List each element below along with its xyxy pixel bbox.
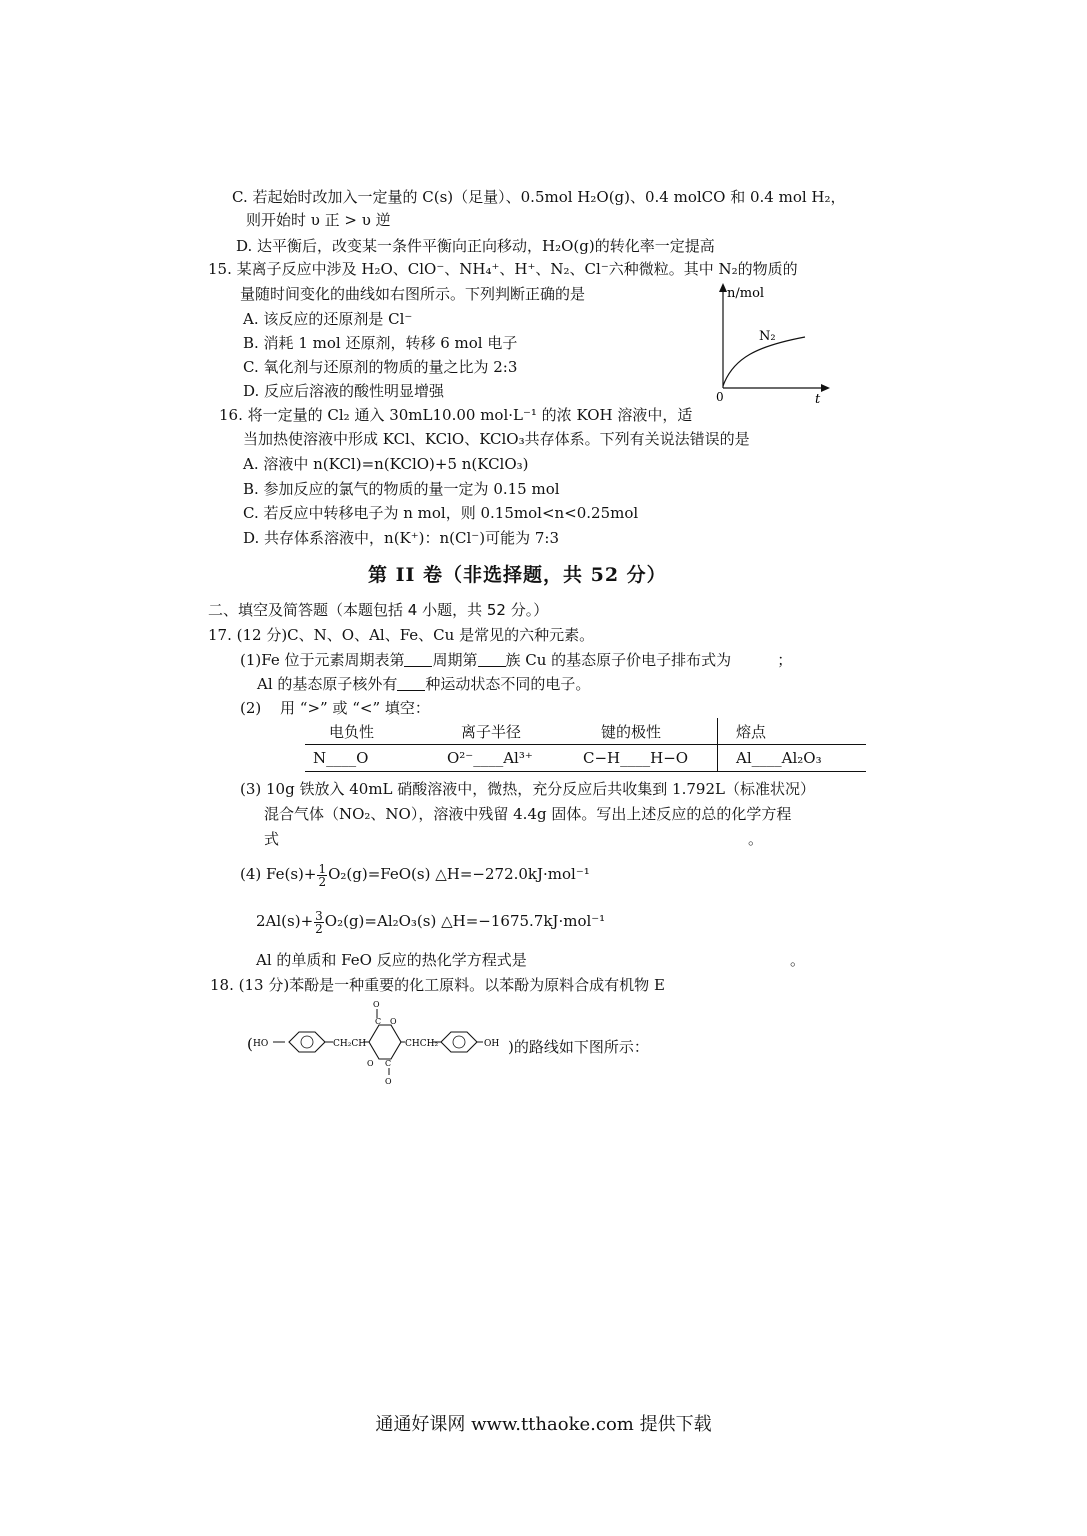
benzene-ring-right (441, 1032, 477, 1052)
q18-stem: 18. (13 分)苯酚是一种重要的化工原料。以苯酚为原料合成有机物 E (210, 976, 665, 994)
q17-blank-period[interactable] (404, 652, 432, 667)
graph-y-label: n/mol (727, 286, 765, 301)
eq1-numerator: 1 (318, 861, 327, 876)
struct-c-top: C (375, 1017, 382, 1026)
table-cell-bond-polarity[interactable]: C−H____H−O (583, 749, 689, 767)
q15-stem-line2: 量随时间变化的曲线如右图所示。下列判断正确的是 (240, 285, 586, 303)
q17-part2 (240, 698, 430, 718)
graph-y-arrow (719, 283, 727, 292)
table-header-row (305, 718, 866, 745)
struct-open-paren: ( (247, 1035, 253, 1053)
table-row (305, 745, 866, 772)
lactone-ring (369, 1025, 401, 1059)
q14-option-c-line1: C. 若起始时改加入一定量的 C(s)（足量）、0.5mol H₂O(g)、0.4 molCO 和 0.4 mol H₂， (232, 188, 846, 206)
n2-curve (723, 337, 805, 386)
eq2-right: O₂(g)=Al₂O₃(s) △H=−1675.7kJ·mol⁻¹ (324, 912, 606, 930)
q15-option-c: C. 氧化剂与还原剂的物质的量之比为 2:3 (243, 358, 518, 376)
q17-p4-label: (4) (240, 865, 262, 883)
table-cell-ionic-radius[interactable]: O²⁻____Al³⁺ (447, 749, 533, 767)
q17-part3-end: 。 (748, 830, 764, 848)
part-2-heading: 二、填空及简答题（本题包括 4 小题，共 52 分。） (208, 601, 549, 619)
q15-option-a: A. 该反应的还原剂是 Cl⁻ (243, 310, 413, 328)
q17-part1-line1 (240, 650, 792, 670)
eq1-denominator: 2 (318, 874, 327, 889)
eq2-fraction (314, 910, 324, 935)
struct-chch2-right: CHCH₂ (405, 1039, 439, 1049)
graph-x-label: t (815, 392, 821, 405)
q17-part4-eq1 (240, 861, 590, 888)
q16-stem-line2: 当加热使溶液中形成 KCl、KClO、KClO₃共存体系。下列有关说法错误的是 (243, 430, 750, 448)
q17-p1-line2-b: 种运动状态不同的电子。 (425, 675, 591, 693)
benzene-ring-left (289, 1032, 325, 1052)
eq2-left: 2Al(s)+ (256, 912, 314, 930)
eq2-numerator: 3 (315, 908, 323, 923)
struct-o-bottom: O (367, 1059, 374, 1068)
table-header-bond-polarity: 键的极性 (601, 722, 662, 741)
table-cell-melting-point[interactable]: Al____Al₂O₃ (718, 745, 867, 772)
table-cell-electronegativity[interactable]: N____O (313, 749, 369, 767)
q17-blank-al-electrons[interactable] (397, 676, 425, 691)
graph-curve-label: N₂ (759, 329, 776, 344)
q17-part3-line3: 式 (264, 830, 280, 848)
q18-stem-tail: )的路线如下图所示： (508, 1038, 649, 1056)
eq2-denominator: 2 (315, 921, 323, 936)
ring-right-circle (453, 1036, 465, 1048)
struct-oh: OH (484, 1039, 500, 1049)
q17-p1-text-c: 族 Cu 的基态原子价电子排布式为 (505, 651, 732, 669)
q17-p2-text: 用 “>” 或 “<” 填空： (280, 699, 430, 717)
section-2-title: 第 II 卷（非选择题，共 52 分） (368, 564, 667, 586)
n2-amount-graph (705, 280, 835, 405)
struct-ho: HO (253, 1039, 269, 1049)
q14-option-d: D. 达平衡后，改变某一条件平衡向正向移动，H₂O(g)的转化率一定提高 (236, 237, 715, 255)
q17-p1-line2-a: Al 的基态原子核外有 (257, 675, 398, 693)
q16-stem-line1: 16. 将一定量的 Cl₂ 通入 30mL10.00 mol·L⁻¹ 的浓 KOH 溶液中，适 (219, 406, 693, 424)
q16-option-d: D. 共存体系溶液中，n(K⁺)：n(Cl⁻)可能为 7:3 (243, 529, 559, 547)
q17-part4-end: 。 (790, 951, 806, 969)
q15-option-d: D. 反应后溶液的酸性明显增强 (243, 382, 445, 400)
table-header-melting-point: 熔点 (718, 718, 867, 745)
comparison-table (305, 718, 866, 772)
q16-option-a: A. 溶液中 n(KCl)=n(KClO)+5 n(KClO₃) (243, 455, 529, 473)
table-header-electronegativity: 电负性 (329, 722, 375, 741)
q17-blank-cu-config[interactable] (731, 653, 777, 667)
eq1-left: Fe(s)+ (266, 865, 317, 883)
page-footer: 通通好课网 www.tthaoke.com 提供下载 (375, 1414, 712, 1435)
q16-option-c: C. 若反应中转移电子为 n mol，则 0.15mol<n<0.25mol (243, 504, 639, 522)
q17-part3-line1: (3) 10g 铁放入 40mL 硝酸溶液中，微热，充分反应后共收集到 1.792L（标准状况） (240, 780, 815, 798)
struct-o-carbonyl-bottom: O (385, 1077, 392, 1086)
q17-blank-group[interactable] (478, 652, 506, 667)
struct-c-bottom: C (385, 1059, 392, 1068)
q17-p1-text-a: (1)Fe 位于元素周期表第 (240, 651, 405, 669)
q17-part1-line2 (257, 674, 590, 694)
compound-e-structure (245, 995, 510, 1087)
ring-left-circle (301, 1036, 313, 1048)
q17-p1-end: ； (777, 651, 793, 669)
q15-stem-line1: 15. 某离子反应中涉及 H₂O、ClO⁻、NH₄⁺、H⁺、N₂、Cl⁻六种微粒。其中 N₂的物质的 (208, 260, 798, 278)
q17-stem: 17. (12 分)C、N、O、Al、Fe、Cu 是常见的六种元素。 (208, 626, 595, 644)
q17-part3-line2: 混合气体（NO₂、NO），溶液中残留 4.4g 固体。写出上述反应的总的化学方程 (264, 805, 792, 823)
q16-option-b: B. 参加反应的氯气的物质的量一定为 0.15 mol (243, 480, 560, 498)
struct-o-top: O (390, 1017, 397, 1026)
q17-p2-label: (2) (240, 699, 262, 717)
eq1-right: O₂(g)=FeO(s) △H=−272.0kJ·mol⁻¹ (328, 865, 590, 883)
q17-p1-text-b: 周期第 (432, 651, 478, 669)
q17-part4-eq2 (256, 908, 605, 935)
graph-origin: 0 (716, 390, 724, 404)
graph-x-arrow (821, 384, 830, 392)
struct-o-carbonyl-top: O (373, 1000, 380, 1009)
q15-option-b: B. 消耗 1 mol 还原剂，转移 6 mol 电子 (243, 334, 518, 352)
table-header-ionic-radius: 离子半径 (461, 722, 522, 741)
eq1-fraction (317, 863, 327, 888)
q14-option-c-line2: 则开始时 υ 正 > υ 逆 (246, 211, 391, 229)
q17-part4-question: Al 的单质和 FeO 反应的热化学方程式是 (256, 951, 527, 969)
struct-ch2ch-left: CH₂CH (333, 1039, 367, 1049)
